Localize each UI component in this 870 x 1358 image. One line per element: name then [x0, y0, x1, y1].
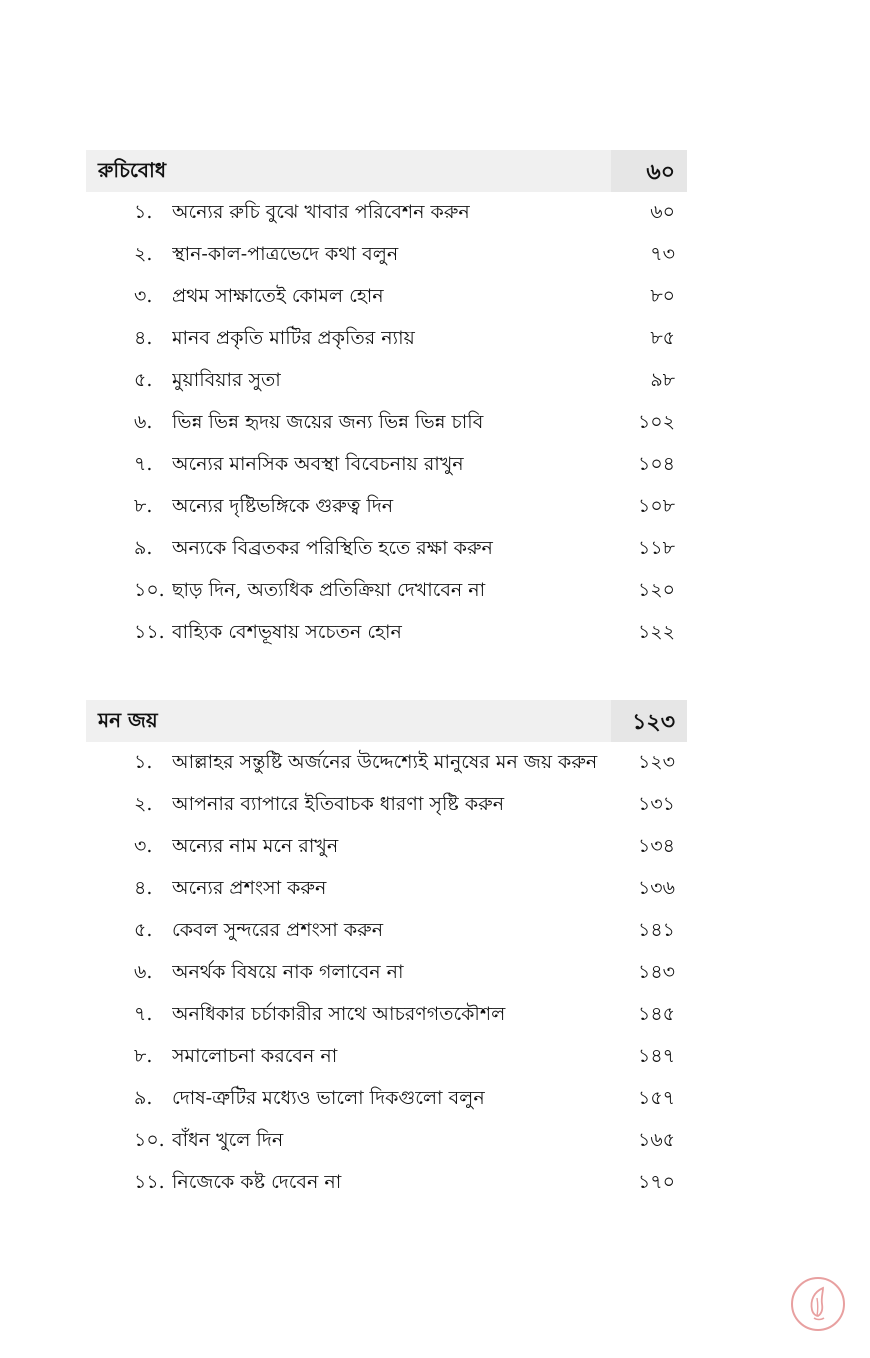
- entry-number: ৫.: [134, 369, 153, 391]
- publisher-quill-logo-svg: [790, 1276, 846, 1332]
- entry-title: আল্লাহর সন্তুষ্টি অর্জনের উদ্দেশ্যেই মানুষের মন জয় করুন: [172, 751, 598, 773]
- toc-entry[interactable]: [86, 1078, 687, 1120]
- toc-entry[interactable]: [86, 952, 687, 994]
- section-title: রুচিবোধ: [98, 158, 167, 182]
- entry-number: ৩.: [134, 285, 153, 307]
- entry-number: ২.: [134, 243, 153, 265]
- toc-entry[interactable]: [86, 910, 687, 952]
- toc-entry[interactable]: [86, 994, 687, 1036]
- entry-page-number: ১০৮: [637, 495, 675, 517]
- entry-title: মানব প্রকৃতি মাটির প্রকৃতির ন্যায়: [172, 327, 415, 349]
- toc-entry[interactable]: [86, 192, 687, 234]
- entry-page-number: ১৫৭: [637, 1087, 675, 1109]
- toc-entry[interactable]: [86, 570, 687, 612]
- entry-title: অন্যের নাম মনে রাখুন: [172, 835, 339, 857]
- toc-entry[interactable]: [86, 360, 687, 402]
- section-header: [86, 150, 687, 192]
- entry-title: অন্যের রুচি বুঝে খাবার পরিবেশন করুন: [172, 201, 470, 223]
- toc-section-ruchibodh: [86, 150, 687, 654]
- entry-number: ৭.: [134, 1003, 153, 1025]
- entry-page-number: ১১৮: [638, 537, 675, 559]
- entry-title: দোষ-ত্রুটির মধ্যেও ভালো দিকগুলো বলুন: [172, 1087, 485, 1109]
- section-page-number: ৬০: [646, 159, 675, 185]
- section-page-number: ১২৩: [632, 709, 675, 735]
- entry-title: কেবল সুন্দরের প্রশংসা করুন: [172, 919, 384, 941]
- entry-number: ১০.: [134, 1129, 165, 1151]
- entry-title: ছাড় দিন, অত্যধিক প্রতিক্রিয়া দেখাবেন না: [172, 579, 486, 601]
- entry-page-number: ১২০: [637, 579, 675, 601]
- toc-entry[interactable]: [86, 868, 687, 910]
- entry-number: ২.: [134, 793, 153, 815]
- entry-page-number: ১২২: [637, 621, 675, 643]
- toc-entry[interactable]: [86, 826, 687, 868]
- entry-number: ১১.: [134, 1171, 165, 1193]
- entry-number: ৮.: [134, 1045, 153, 1067]
- entry-number: ৬.: [134, 961, 153, 983]
- entry-title: আপনার ব্যাপারে ইতিবাচক ধারণা সৃষ্টি করুন: [172, 793, 505, 815]
- entry-page-number: ৬০: [650, 201, 675, 223]
- toc-entry[interactable]: [86, 318, 687, 360]
- entry-title: প্রথম সাক্ষাতেই কোমল হোন: [172, 285, 384, 307]
- entry-number: ৫.: [134, 919, 153, 941]
- section-header: [86, 700, 687, 742]
- entry-page-number: ১৪৫: [638, 1003, 675, 1025]
- entry-page-number: ৯৮: [650, 369, 675, 391]
- entry-number: ৭.: [134, 453, 153, 475]
- toc-entry[interactable]: [86, 528, 687, 570]
- entry-title: বাঁধন খুলে দিন: [172, 1129, 284, 1151]
- toc-entry[interactable]: [86, 1036, 687, 1078]
- entry-number: ৯.: [134, 537, 153, 559]
- toc-entry[interactable]: [86, 444, 687, 486]
- entry-title: মুয়াবিয়ার সুতা: [172, 369, 281, 391]
- entry-title: নিজেকে কষ্ট দেবেন না: [172, 1171, 342, 1193]
- entry-number: ৪.: [134, 877, 153, 899]
- toc-entry[interactable]: [86, 1120, 687, 1162]
- section-page-cell: [611, 700, 687, 742]
- entry-number: ৯.: [134, 1087, 153, 1109]
- toc-entry[interactable]: [86, 276, 687, 318]
- entry-title: অনধিকার চর্চাকারীর সাথে আচরণগতকৌশল: [172, 1003, 506, 1025]
- toc-entry[interactable]: [86, 1162, 687, 1204]
- entry-title: অন্যকে বিব্রতকর পরিস্থিতি হতে রক্ষা করুন: [172, 537, 493, 559]
- entry-page-number: ৭৩: [650, 243, 675, 265]
- entry-page-number: ১৪১: [638, 919, 675, 941]
- entry-number: ১০.: [134, 579, 165, 601]
- entry-title: বাহ্যিক বেশভূষায় সচেতন হোন: [172, 621, 402, 643]
- entry-page-number: ১৬৫: [637, 1129, 675, 1151]
- toc-entry[interactable]: [86, 486, 687, 528]
- publisher-quill-logo-icon: [790, 1276, 846, 1332]
- entry-title: অন্যের মানসিক অবস্থা বিবেচনায় রাখুন: [172, 453, 464, 475]
- entry-title: স্থান-কাল-পাত্রভেদে কথা বলুন: [172, 243, 399, 265]
- entry-number: ১.: [134, 751, 153, 773]
- entry-number: ৪.: [134, 327, 153, 349]
- toc-section-mon-joy: [86, 700, 687, 1204]
- entry-page-number: ১৩৪: [637, 835, 675, 857]
- entry-title: অন্যের প্রশংসা করুন: [172, 877, 327, 899]
- entry-page-number: ১০৪: [637, 453, 675, 475]
- entry-title: অন্যের দৃষ্টিভঙ্গিকে গুরুত্ব দিন: [172, 495, 394, 517]
- toc-entry[interactable]: [86, 784, 687, 826]
- section-title: মন জয়: [98, 708, 158, 732]
- entry-page-number: ১২৩: [637, 751, 675, 773]
- entry-page-number: ১৪৩: [637, 961, 675, 983]
- entry-page-number: ১৩৬: [637, 877, 675, 899]
- entry-page-number: ১৭০: [637, 1171, 675, 1193]
- toc-entry[interactable]: [86, 234, 687, 276]
- entry-number: ১১.: [134, 621, 165, 643]
- entry-number: ১.: [134, 201, 153, 223]
- entry-title: ভিন্ন ভিন্ন হৃদয় জয়ের জন্য ভিন্ন ভিন্ন চাবি: [172, 411, 484, 433]
- entry-page-number: ১৩১: [637, 793, 675, 815]
- section-page-cell: [611, 150, 687, 192]
- toc-entry[interactable]: [86, 612, 687, 654]
- entry-page-number: ৮৫: [650, 327, 675, 349]
- toc-entry[interactable]: [86, 742, 687, 784]
- entry-title: অনর্থক বিষয়ে নাক গলাবেন না: [172, 961, 404, 983]
- entry-number: ৩.: [134, 835, 153, 857]
- entry-title: সমালোচনা করবেন না: [172, 1045, 338, 1067]
- toc-entry[interactable]: [86, 402, 687, 444]
- entry-page-number: ১০২: [637, 411, 675, 433]
- entry-number: ৬.: [134, 411, 153, 433]
- entry-page-number: ৮০: [650, 285, 675, 307]
- entry-page-number: ১৪৭: [637, 1045, 675, 1067]
- entry-number: ৮.: [134, 495, 153, 517]
